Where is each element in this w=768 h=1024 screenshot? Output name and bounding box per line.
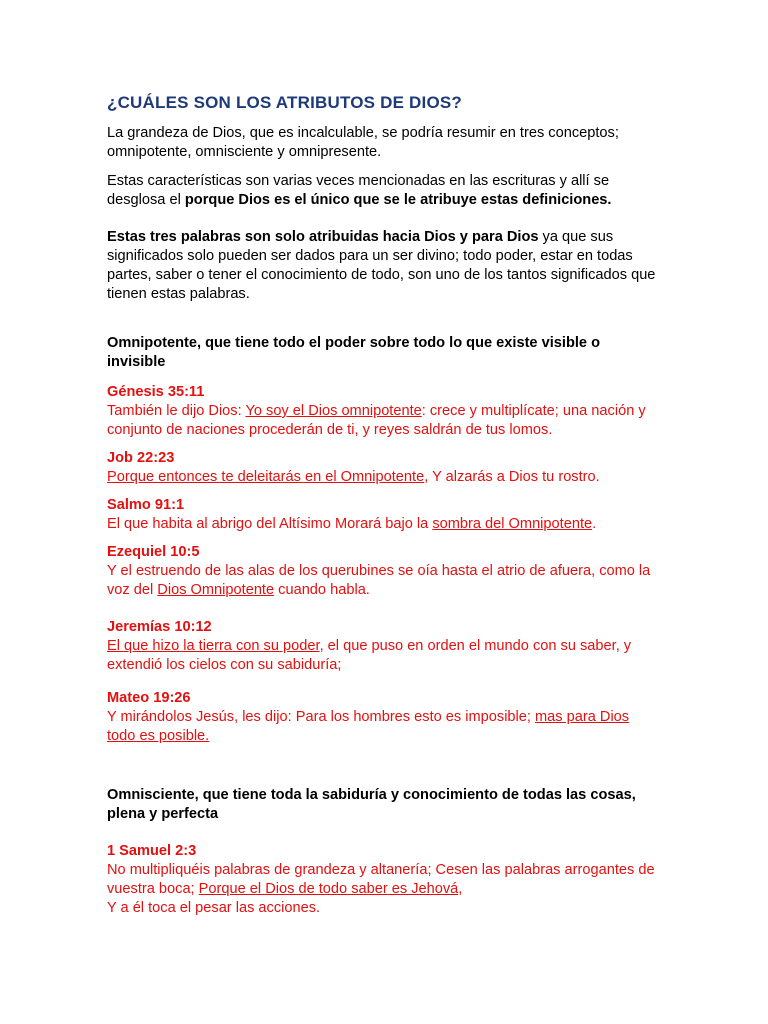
- scripture-text-part: Y el estruendo de las alas de los querubines se oía hasta el atrio de afuera, como la voz del: [107, 563, 651, 598]
- scripture-block: [107, 449, 656, 487]
- scripture-reference: Salmo 91:1: [107, 497, 185, 513]
- intro-paragraph-3-bold: Estas tres palabras son solo atribuidas hacia Dios y para Dios: [107, 229, 539, 245]
- scripture-underlined: Dios Omnipotente: [157, 582, 275, 598]
- scripture-underlined: El que hizo la tierra con su poder: [107, 638, 320, 654]
- scripture-text-part: ,: [458, 881, 463, 897]
- scripture-reference: Ezequiel 10:5: [107, 544, 200, 560]
- scripture-block: [107, 842, 656, 918]
- section-heading-omnipotente: Omnipotente, que tiene todo el poder sobre todo lo que existe visible o invisible: [107, 335, 601, 370]
- intro-paragraph-3-text: ya que sus significados solo pueden ser dados para un ser divino; todo poder, estar en todas partes, saber o tener el conocimiento de todo, son uno de los tantos significados que tienen estas palabras.: [107, 229, 656, 302]
- intro-paragraph-2-text: Estas características son varias veces mencionadas en las escrituras y allí se desglosa el: [107, 173, 610, 208]
- scripture-block: [107, 496, 656, 534]
- scripture-text-part: : crece y multiplícate; una nación y conjunto de naciones procederán de ti, y reyes saldrán de tus lomos.: [107, 403, 646, 438]
- intro-paragraph-2-bold: porque Dios es el único que se le atribuye estas definiciones.: [184, 192, 612, 208]
- scripture-underlined: Porque el Dios de todo saber es Jehová: [198, 881, 459, 897]
- scripture-text-part: El que habita al abrigo del Altísimo Morará bajo la: [107, 516, 433, 532]
- scripture-underlined: Yo soy el Dios omnipotente: [245, 403, 422, 419]
- intro-paragraph-1: La grandeza de Dios, que es incalculable, se podría resumir en tres conceptos; omnipotente, omnisciente y omnipresente.: [107, 125, 619, 160]
- scripture-reference: Génesis 35:11: [107, 384, 205, 400]
- scripture-text: [107, 861, 656, 899]
- scripture-text-part: , Y alzarás a Dios tu rostro.: [424, 469, 600, 485]
- scripture-block: [107, 383, 656, 440]
- page-title: ¿CUÁLES SON LOS ATRIBUTOS DE DIOS?: [107, 93, 463, 112]
- scripture-text: [107, 708, 656, 746]
- scripture-reference: Job 22:23: [107, 450, 175, 466]
- scripture-text-line: Y a él toca el pesar las acciones.: [107, 900, 321, 916]
- scripture-text: [107, 515, 656, 534]
- scripture-text: [107, 637, 656, 675]
- scripture-text: [107, 468, 656, 487]
- scripture-text-part: También le dijo Dios:: [107, 403, 246, 419]
- scripture-reference: Mateo 19:26: [107, 690, 191, 706]
- scripture-reference: 1 Samuel 2:3: [107, 843, 197, 859]
- scripture-text-part: .: [592, 516, 597, 532]
- scripture-underlined: sombra del Omnipotente: [432, 516, 593, 532]
- scripture-text: [107, 562, 656, 600]
- intro-paragraph-3: [107, 228, 656, 304]
- scripture-block: [107, 618, 656, 675]
- scripture-underlined: Porque entonces te deleitarás en el Omnipotente: [107, 469, 425, 485]
- scripture-text-part: cuando habla.: [274, 582, 370, 598]
- scripture-text-part: Y mirándolos Jesús, les dijo: Para los hombres esto es imposible;: [107, 709, 536, 725]
- scripture-block: [107, 689, 656, 746]
- intro-paragraph-2: [107, 172, 656, 210]
- section-heading-omnisciente: Omnisciente, que tiene toda la sabiduría y conocimiento de todas las cosas, plena y perfecta: [107, 787, 636, 822]
- scripture-underlined: mas para Dios todo es posible.: [107, 709, 630, 744]
- scripture-reference: Jeremías 10:12: [107, 619, 212, 635]
- scripture-block: [107, 543, 656, 600]
- scripture-text-part: No multipliquéis palabras de grandeza y altanería; Cesen las palabras arrogantes de vuestra boca;: [107, 862, 655, 897]
- scripture-text-part: , el que puso en orden el mundo con su saber, y extendió los cielos con su sabiduría;: [107, 638, 632, 673]
- scripture-text: [107, 402, 656, 440]
